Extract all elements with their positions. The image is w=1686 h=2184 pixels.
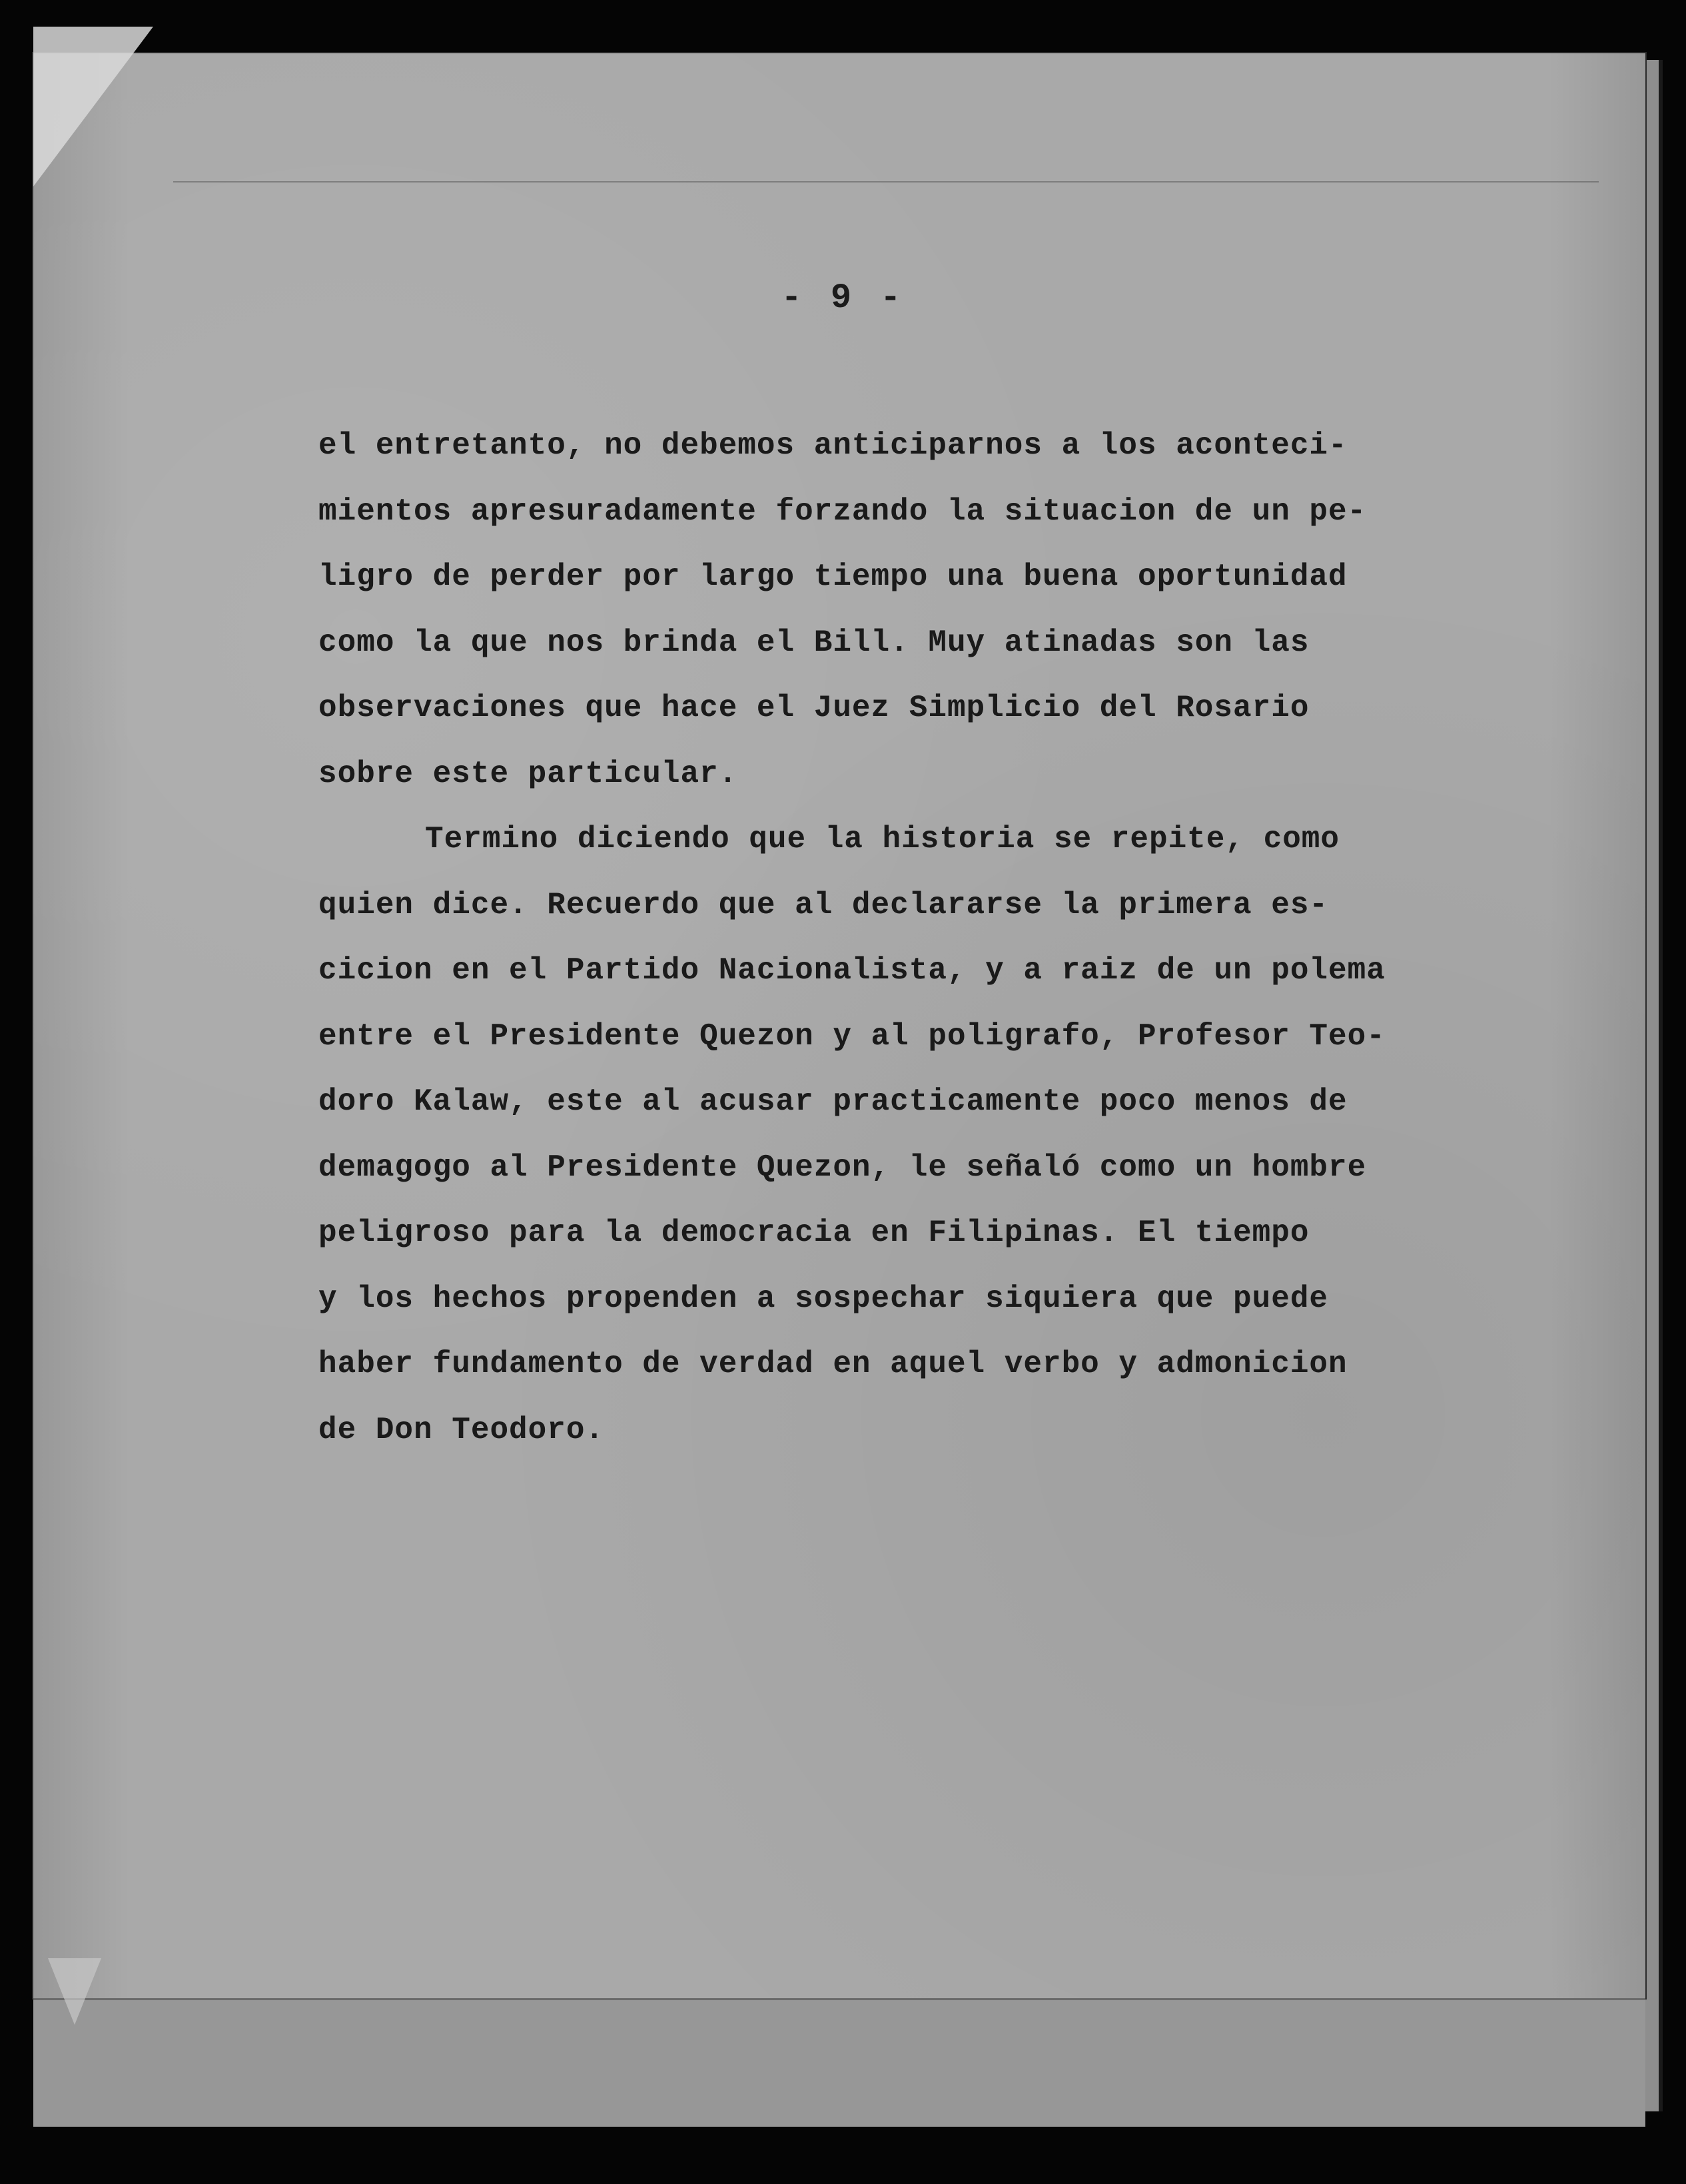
text-line: mientos apresuradamente forzando la situacion de un pe- [318, 494, 1367, 529]
text-line: ligro de perder por largo tiempo una buena oportunidad [318, 559, 1348, 594]
text-line: de Don Teodoro. [318, 1412, 605, 1447]
folded-corner-top-left [33, 27, 153, 186]
text-line: y los hechos propenden a sospechar siquiera que puede [318, 1281, 1329, 1316]
text-line: Termino diciendo que la historia se repite, como [425, 822, 1340, 857]
text-line: como la que nos brinda el Bill. Muy atinadas son las [318, 625, 1310, 660]
page-number: - 9 - [781, 278, 905, 318]
paragraph-1 [318, 413, 1464, 807]
page-bottom-edge [33, 1998, 1645, 2127]
text-line: haber fundamento de verdad en aquel verbo y admonicion [318, 1347, 1348, 1381]
text-line: el entretanto, no debemos anticiparnos a los aconteci- [318, 428, 1348, 463]
body-text [318, 413, 1464, 1463]
text-line: quien dice. Recuerdo que al declararse la primera es- [318, 887, 1329, 922]
text-line: doro Kalaw, este al acusar practicamente poco menos de [318, 1084, 1348, 1119]
text-line: cicion en el Partido Nacionalista, y a raiz de un polema [318, 953, 1386, 988]
text-line: peligroso para la democracia en Filipinas. El tiempo [318, 1216, 1310, 1250]
paragraph-2 [318, 807, 1464, 1463]
text-line: observaciones que hace el Juez Simplicio del Rosario [318, 691, 1310, 725]
text-line: demagogo al Presidente Quezon, le señaló como un hombre [318, 1150, 1367, 1185]
folded-corner-bottom-left [48, 1958, 101, 2025]
page-crease-line [173, 181, 1599, 182]
text-line: entre el Presidente Quezon y al poligrafo, Profesor Teo- [318, 1018, 1386, 1054]
text-line: sobre este particular. [318, 756, 738, 791]
